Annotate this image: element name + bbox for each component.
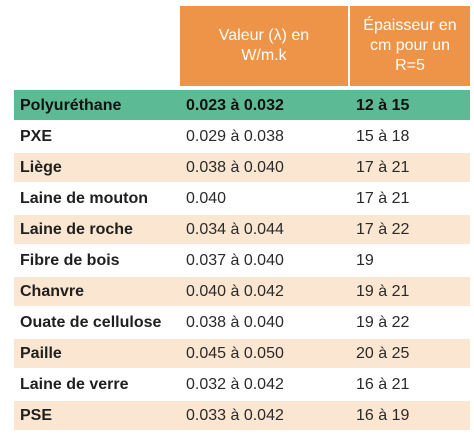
thickness-cell: 19 à 22	[356, 314, 410, 331]
thickness-cell: 19	[356, 252, 374, 269]
material-cell: PSE	[20, 407, 53, 424]
lambda-cell: 0.033 à 0.042	[186, 407, 284, 424]
thickness-cell: 16 à 19	[356, 407, 410, 424]
lambda-cell: 0.038 à 0.040	[186, 314, 284, 331]
thickness-cell: 19 à 21	[356, 283, 410, 300]
thickness-cell: 17 à 22	[356, 221, 410, 238]
table-row	[14, 122, 470, 151]
material-cell: Ouate de cellulose	[20, 314, 162, 331]
material-cell: Laine de verre	[20, 376, 129, 393]
material-cell: Laine de roche	[20, 221, 133, 238]
lambda-cell: 0.038 à 0.040	[186, 159, 284, 176]
lambda-cell: 0.040 à 0.042	[186, 283, 284, 300]
lambda-cell: 0.034 à 0.044	[186, 221, 284, 238]
thickness-cell: 20 à 25	[356, 345, 410, 362]
material-cell: Chanvre	[20, 283, 85, 300]
header-thickness: Épaisseur en cm pour un R=5	[350, 6, 470, 86]
header-lambda: Valeur (λ) en W/m.k	[180, 6, 348, 86]
material-cell: Liège	[20, 159, 62, 176]
table-row	[14, 215, 470, 244]
table-row	[14, 339, 470, 368]
insulation-table	[14, 6, 470, 432]
table-row	[14, 277, 470, 306]
material-cell: Laine de mouton	[20, 190, 148, 207]
lambda-cell: 0.045 à 0.050	[186, 345, 284, 362]
thickness-cell: 15 à 18	[356, 128, 410, 145]
thickness-cell: 16 à 21	[356, 376, 410, 393]
lambda-cell: 0.040	[186, 190, 227, 207]
material-cell: Fibre de bois	[20, 252, 120, 269]
lambda-cell: 0.037 à 0.040	[186, 252, 284, 269]
thickness-cell: 12 à 15	[356, 96, 410, 114]
lambda-cell: 0.029 à 0.038	[186, 128, 284, 145]
table-row	[14, 370, 470, 399]
thickness-cell: 17 à 21	[356, 190, 410, 207]
table-row	[14, 308, 470, 337]
material-cell: Polyuréthane	[20, 96, 122, 114]
lambda-cell: 0.023 à 0.032	[186, 96, 284, 114]
material-cell: PXE	[20, 128, 53, 145]
material-cell: Paille	[20, 345, 62, 362]
lambda-cell: 0.032 à 0.042	[186, 376, 284, 393]
table-row	[14, 246, 470, 275]
table-row	[14, 153, 470, 182]
table-header	[14, 6, 470, 86]
table-row	[14, 184, 470, 213]
header-blank-cell	[14, 6, 178, 86]
table-row-highlighted	[14, 90, 470, 120]
table-row	[14, 401, 470, 430]
thickness-cell: 17 à 21	[356, 159, 410, 176]
